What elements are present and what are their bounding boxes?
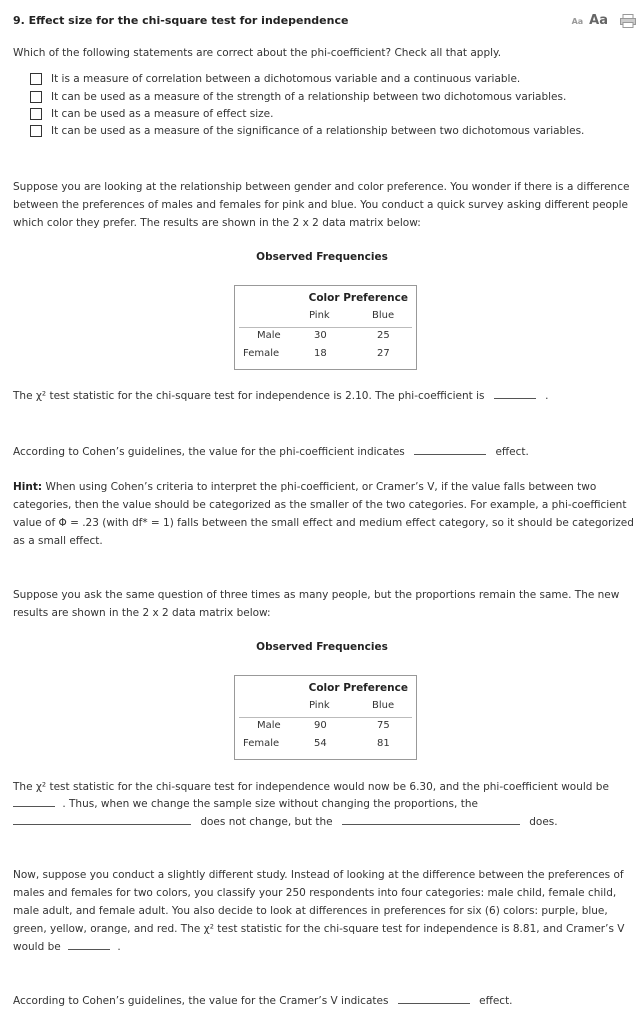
table-row: Female 54 81	[243, 738, 390, 749]
q1-option-3[interactable]	[30, 106, 273, 122]
q5-text: According to Cohen’s guidelines, the value for the Cramer’s V indicates effect.	[13, 995, 513, 1007]
col-pink: Pink	[309, 310, 330, 321]
q3-text: According to Cohen’s guidelines, the value for the phi-coefficient indicates effect.	[13, 446, 529, 458]
text-smaller-button[interactable]: Aa	[571, 17, 584, 26]
table-row: Male 30 25	[257, 330, 390, 341]
q4-answer-1-dropdown[interactable]	[13, 796, 55, 807]
table1-header: Color Preference	[308, 292, 408, 304]
option-label: It can be used as a measure of effect size.	[51, 108, 274, 120]
text-larger-button[interactable]: Aa	[589, 13, 608, 28]
table1	[234, 285, 417, 370]
scenario-1: Suppose you are looking at the relationship between gender and color preference. You wonder if there is a difference between the preferences of males and females for pink and blue. You conduct a quick survey asking different people which color they prefer. The results are shown in the 2 x 2 data matrix below:	[13, 181, 630, 229]
option-label: It is a measure of correlation between a dichotomous variable and a continuous variable.	[51, 73, 521, 85]
q4-line-3: does not change, but the does.	[13, 813, 558, 831]
checkbox[interactable]	[30, 108, 42, 120]
cramers-v-answer-dropdown[interactable]	[68, 939, 110, 950]
question-title: 9. Effect size for the chi-square test for independence	[13, 14, 349, 27]
text-size-controls	[572, 13, 608, 28]
scenario-2: Suppose you ask the same question of three times as many people, but the proportions remain the same. The new results are shown in the 2 x 2 data matrix below:	[13, 589, 620, 619]
checkbox[interactable]	[30, 125, 42, 137]
table2-header: Color Preference	[308, 682, 408, 694]
q3-answer-dropdown[interactable]	[414, 444, 486, 455]
q2-text: The χ² test statistic for the chi-square test for independence is 2.10. The phi-coefficient is .	[13, 390, 549, 402]
option-label: It can be used as a measure of the significance of a relationship between two dichotomous variables.	[51, 125, 585, 137]
checkbox[interactable]	[30, 91, 42, 103]
q4-text-1: The χ² test statistic for the chi-square test for independence would now be 6.30, and the phi-coefficient would be	[13, 781, 609, 793]
table-row: Female 18 27	[243, 348, 390, 359]
q2-answer-dropdown[interactable]	[494, 388, 536, 399]
q1-option-1[interactable]	[30, 71, 520, 87]
q1-option-4[interactable]	[30, 123, 584, 139]
q1-prompt: Which of the following statements are correct about the phi-coefficient? Check all that apply.	[13, 47, 502, 59]
hint	[13, 478, 635, 550]
q4-answer-3-dropdown[interactable]	[342, 814, 520, 825]
hint-label: Hint:	[13, 481, 43, 493]
q5-answer-dropdown[interactable]	[398, 993, 470, 1004]
col-blue: Blue	[372, 310, 395, 321]
option-label: It can be used as a measure of the strength of a relationship between two dichotomous variables.	[51, 91, 567, 103]
q1-option-2[interactable]	[30, 89, 566, 105]
q4-line-2: . Thus, when we change the sample size without changing the proportions, the	[13, 795, 478, 813]
col-blue: Blue	[372, 700, 395, 711]
checkbox[interactable]	[30, 73, 42, 85]
table-row: Male 90 75	[257, 720, 390, 731]
print-icon[interactable]	[620, 14, 636, 28]
table1-title: Observed Frequencies	[256, 251, 388, 263]
table2-title: Observed Frequencies	[256, 641, 388, 653]
q4-answer-2-dropdown[interactable]	[13, 814, 191, 825]
col-pink: Pink	[309, 700, 330, 711]
hint-text: When using Cohen’s criteria to interpret the phi-coefficient, or Cramer’s V, if the value falls between two categories, then the value should be categorized as the smaller of the two categories. For example, a phi-coefficient value of Φ = .23 (with df* = 1) falls between the small effect and medium effect category, so it should be categorized as a small effect.	[13, 481, 634, 547]
scenario-3: Now, suppose you conduct a slightly different study. Instead of looking at the difference between the preferences of males and females for two colors, you classify your 250 respondents into four categories: male child, female child, male adult, and female adult. You also decide to look at differences in preferences for six (6) colors: purple, blue, green, yellow, orange, and red. The χ² test statistic for the chi-square test for independence is 8.81, and Cramer’s V would be .	[13, 869, 625, 953]
table2	[234, 675, 417, 760]
